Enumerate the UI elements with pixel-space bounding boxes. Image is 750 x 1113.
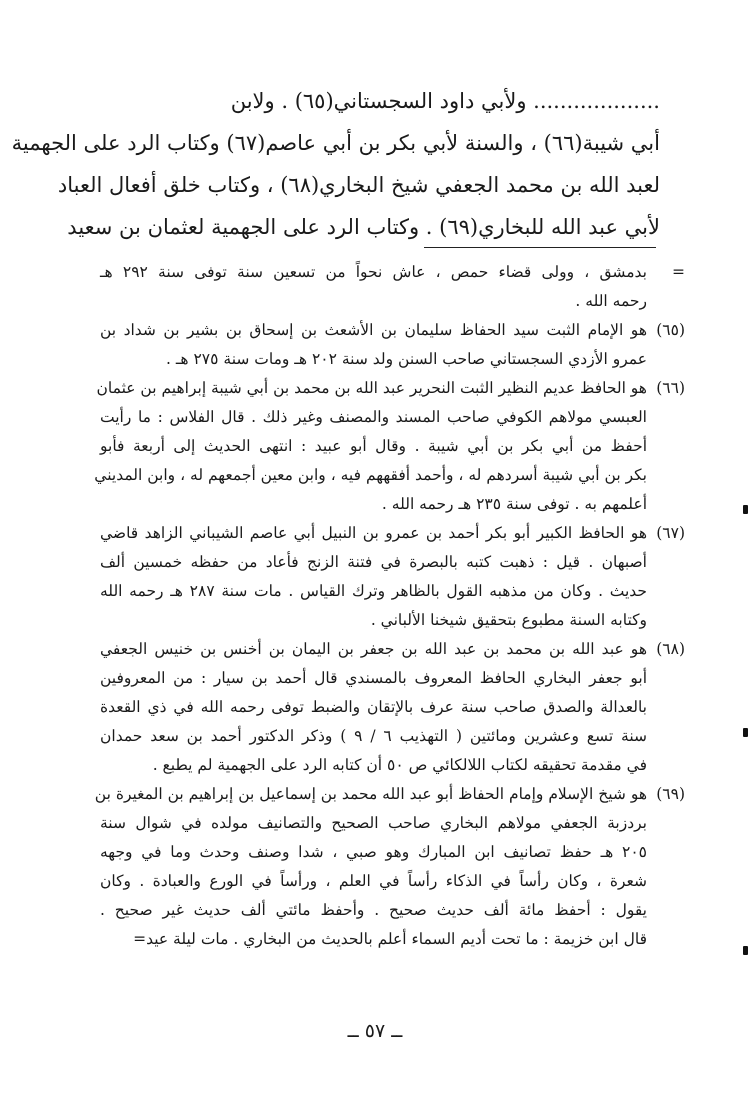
footnote-marker: (٦٦): [656, 379, 685, 397]
edge-mark: [743, 505, 748, 514]
footnote-line: أبو جعفر البخاري الحافظ المعروف بالمسندي قال أحمد بن سيار : من المعروفين: [100, 669, 647, 687]
footnote-line: ٢٠٥ هـ حفظ تصانيف ابن المبارك وهو صبي ، شدا وصنف وحدث وما في وجهه: [100, 843, 647, 861]
footnote-line: شعرة ، وكان رأساً في الذكاء رأساً في العلم ، ورأساً في الورع والعبادة . وكان: [100, 872, 647, 890]
footnote-line: بالعدالة والصدق صاحب سنة عرف بالإتقان والضبط توفى رحمه الله في ذي القعدة: [100, 698, 647, 716]
main-text-line: أبي شيبة(٦٦) ، والسنة لأبي بكر بن أبي عاصم(٦٧) وكتاب الرد على الجهمية: [11, 131, 660, 155]
footnote-line: هو الحافظ الكبير أبو بكر أحمد بن عمرو بن النبيل أبي عاصم الشيباني الزاهد قاضي: [100, 524, 647, 542]
footnote-66: [94, 374, 685, 519]
footnote-line: سنة تسع وعشرين ومائتين ( التهذيب ٦ / ٩ ) وذكر الدكتور أحمد بن سعد حمدان: [100, 727, 648, 745]
footnote-69: [94, 780, 685, 954]
footnote-line: وكتابه السنة مطبوع بتحقيق شيخنا الألباني .: [370, 611, 647, 629]
footnote-67: [100, 519, 685, 635]
footnote-line: بدمشق ، وولى قضاء حمص ، عاش نحواً من تسعين سنة توفى سنة ٢٩٢ هـ: [100, 263, 647, 281]
footnote-68: [100, 635, 685, 780]
footnote-line: عمرو الأزدي السجستاني صاحب السنن ولد سنة ٢٠٢ هـ ومات سنة ٢٧٥ هـ .: [165, 350, 647, 368]
footnote-line: بردزبة الجعفي مولاهم البخاري صاحب الصحيح والتصانيف مولده في شوال سنة: [100, 814, 647, 832]
edge-mark: [743, 946, 748, 955]
footnote-marker: (٦٩): [656, 785, 685, 803]
footnote-65: [100, 316, 685, 374]
footnote-separator: [424, 247, 656, 248]
main-text-line: لعبد الله بن محمد الجعفي شيخ البخاري(٦٨) ، وكتاب خلق أفعال العباد: [57, 173, 660, 197]
footnote-marker: (٦٧): [656, 524, 685, 542]
footnote-line: العبسي مولاهم الكوفي صاحب المسند والمصنف وغير ذلك . قال الفلاس : ما رأيت: [100, 408, 647, 426]
footnote-marker: =: [672, 263, 685, 281]
footnotes: [94, 258, 685, 954]
footnote-line: قال ابن خزيمة : ما تحت أديم السماء أعلم بالحديث من البخاري . مات ليلة عيد=: [133, 930, 647, 948]
footnote-line: أعلمهم به . توفى سنة ٢٣٥ هـ رحمه الله .: [381, 495, 647, 513]
main-text: [11, 80, 660, 248]
edge-mark: [743, 728, 748, 737]
footnote-marker: (٦٥): [656, 321, 685, 339]
footnote-line: رحمه الله .: [575, 292, 647, 310]
footnote-line: حديث . وكان من مذهبه القول بالظاهر وترك القياس . مات سنة ٢٨٧ هـ رحمه الله: [100, 582, 647, 600]
footnote-continued: [100, 258, 685, 316]
footnote-line: هو الإمام الثبت سيد الحفاظ سليمان بن الأشعث بن إسحاق بن بشير بن شداد بن: [100, 321, 647, 339]
footnote-line: أحفظ من أبي بكر بن أبي شيبة . وقال أبو عبيد : انتهى الحديث إلى أربعة فأبو: [100, 437, 647, 455]
footnote-line: يقول : أحفظ مائة ألف حديث صحيح . وأحفظ مائتي ألف حديث غير صحيح .: [100, 901, 647, 919]
footnote-line: بكر بن أبي شيبة أسردهم له ، وأحمد أفقههم فيه ، وابن معين أجمعهم له ، وابن المديني: [94, 466, 647, 484]
footnote-line: أصبهان . قيل : ذهبت كتبه بالبصرة في فتنة الزنج فأعاد من حفظه خمسين ألف: [100, 553, 647, 571]
page-number: ــ ٥٧ ــ: [347, 1020, 403, 1042]
footnote-line: في مقدمة تحقيقه لكتاب اللالكائي ص ٥٠ أن كتابه الرد على الجهمية لم يطبع .: [152, 756, 647, 774]
main-text-line: ................... ولأبي داود السجستاني(٦٥) . ولابن: [230, 89, 660, 113]
footnote-line: هو عبد الله بن محمد بن عبد الله بن جعفر بن اليمان بن أخنس بن خنيس الجعفي: [100, 640, 647, 658]
main-text-line: لأبي عبد الله للبخاري(٦٩) . وكتاب الرد على الجهمية لعثمان بن سعيد: [67, 215, 660, 239]
footnote-marker: (٦٨): [656, 640, 685, 658]
footnote-line: هو الحافظ عديم النظير الثبت النحرير عبد الله بن محمد بن أبي شيبة إبراهيم بن عثمان: [96, 379, 647, 397]
footnote-line: هو شيخ الإسلام وإمام الحفاظ أبو عبد الله محمد بن إسماعيل بن إبراهيم بن المغيرة بن: [94, 785, 647, 803]
